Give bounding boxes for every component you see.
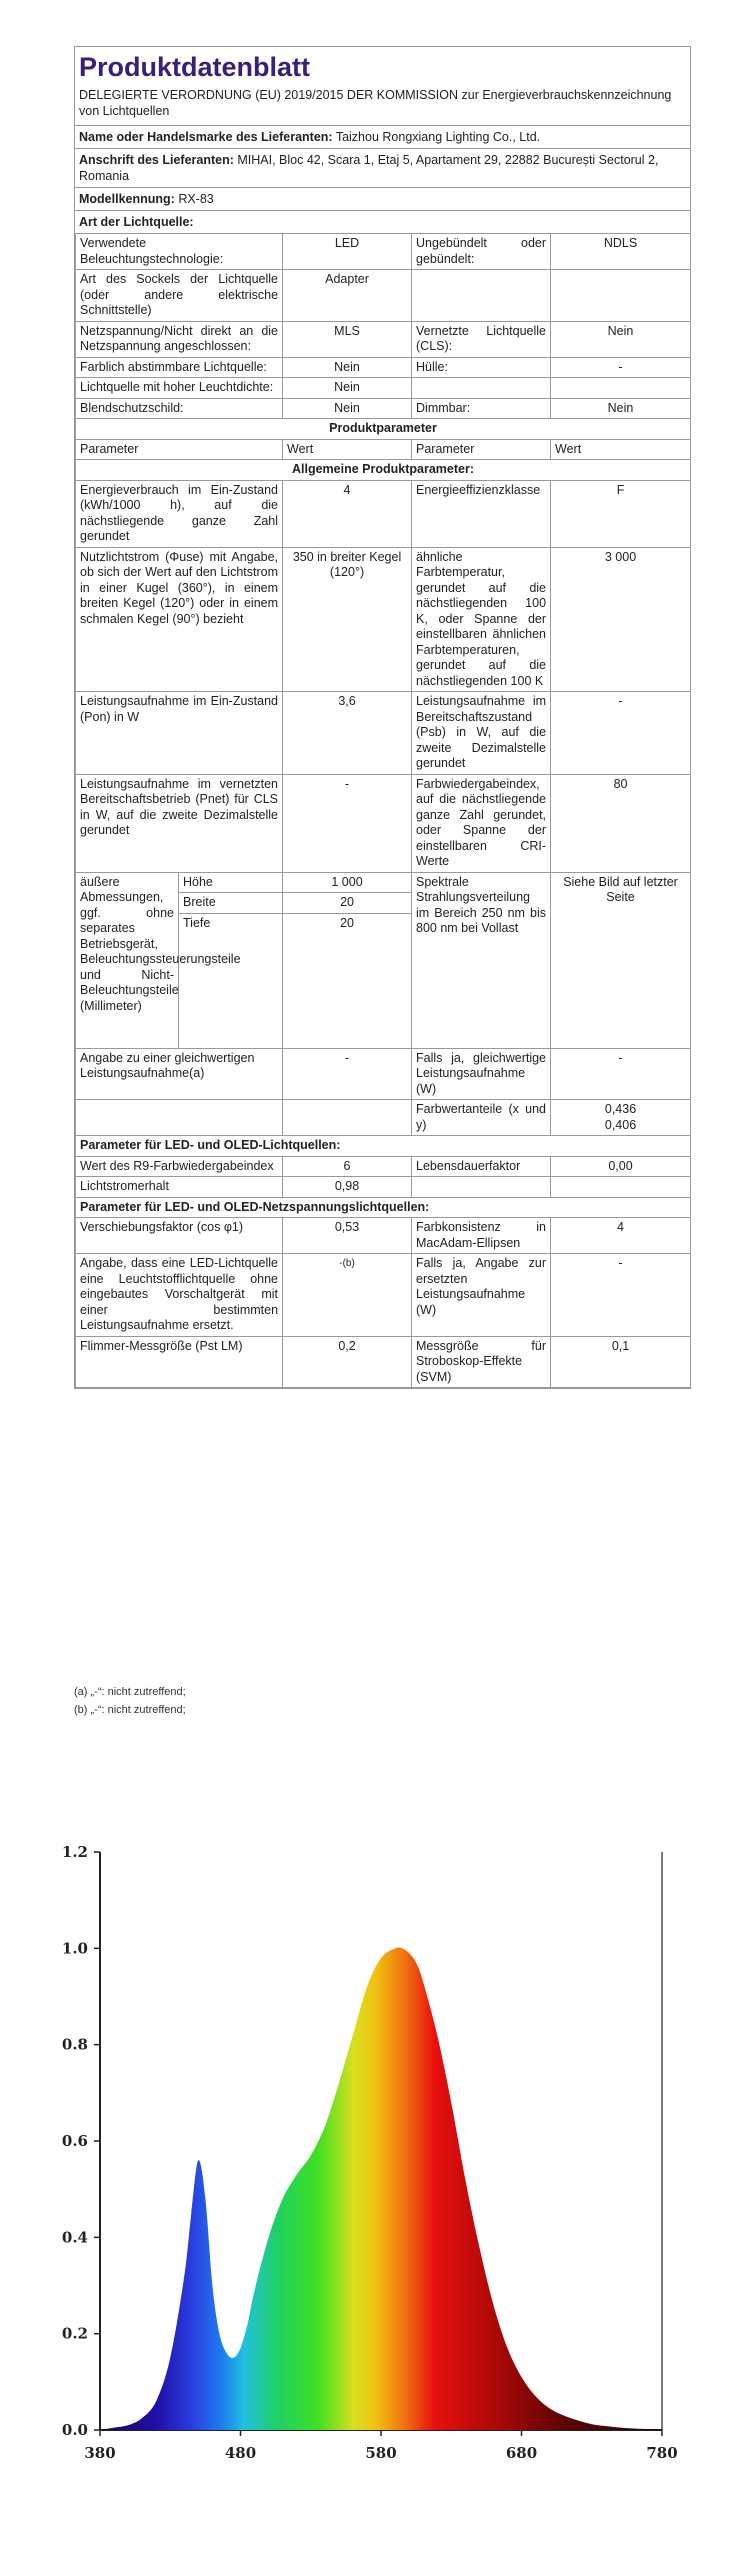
column-header: Wert xyxy=(283,439,412,460)
cell-label: Breite xyxy=(179,893,283,914)
cell-value: -(b) xyxy=(283,1254,412,1337)
cell-value: Siehe Bild auf letzter Seite xyxy=(551,872,691,1048)
section-heading: Parameter für LED- und OLED-Netzspannungslichtquellen: xyxy=(76,1197,691,1218)
x-tick-label: 780 xyxy=(646,2444,678,2462)
cell-empty xyxy=(551,1177,691,1198)
cell-label: Leistungsaufnahme im Ein-Zustand (Pon) in W xyxy=(76,692,283,775)
cell-label: Farbkonsistenz in MacAdam-Ellipsen xyxy=(412,1218,551,1254)
cell-label: Tiefe xyxy=(179,913,283,1048)
model-label: Modellkennung: xyxy=(79,192,175,206)
cell-value: MLS xyxy=(283,321,412,357)
cell-label: Lebensdauerfaktor xyxy=(412,1156,551,1177)
cell-label: Netzspannung/Nicht direkt an die Netzspannung angeschlossen: xyxy=(76,321,283,357)
spectrum-area xyxy=(100,1947,662,2430)
table-row xyxy=(76,398,691,419)
column-header: Parameter xyxy=(76,439,283,460)
supplier-value: Taizhou Rongxiang Lighting Co., Ltd. xyxy=(335,130,541,144)
cell-label: Farbwiedergabeindex, auf die nächstliegende ganze Zahl gerundet, oder Spanne der einstellbaren CRI-Werte xyxy=(412,774,551,872)
cell-label: Leistungsaufnahme im Bereitschaftszustand (Psb) in W, auf die zweite Dezimalstelle gerundet xyxy=(412,692,551,775)
cell-value: - xyxy=(283,1048,412,1100)
type-label: Art der Lichtquelle: xyxy=(79,215,194,229)
table-row xyxy=(76,234,691,270)
cell-value: F xyxy=(551,480,691,547)
table-row xyxy=(76,1136,691,1157)
page-title: Produktdatenblatt xyxy=(79,52,311,82)
type-row xyxy=(75,210,690,233)
model-row xyxy=(75,187,690,210)
cell-value: 0,98 xyxy=(283,1177,412,1198)
cell-value: - xyxy=(551,1254,691,1337)
cell-value: Nein xyxy=(283,357,412,378)
cell-empty xyxy=(412,378,551,399)
cell-value: 20 xyxy=(283,893,412,914)
cell-empty xyxy=(551,378,691,399)
cell-empty xyxy=(551,270,691,322)
cell-label: Vernetzte Lichtquelle (CLS): xyxy=(412,321,551,357)
table-row xyxy=(76,1218,691,1254)
cell-label: Angabe, dass eine LED-Lichtquelle eine Leuchtstofflichtquelle ohne eingebautes Vorschaltgerät mit einer bestimmten Leistungsaufnahme ersetzt. xyxy=(76,1254,283,1337)
y-tick-label: 0.2 xyxy=(61,2324,88,2343)
table-row xyxy=(76,547,691,692)
cell-label: Spektrale Strahlungsverteilung im Bereich 250 nm bis 800 nm bei Vollast xyxy=(412,872,551,1048)
cell-value: - xyxy=(283,774,412,872)
cell-value: 0,2 xyxy=(283,1336,412,1388)
cell-value: 0,00 xyxy=(551,1156,691,1177)
cell-label: ähnliche Farbtemperatur, gerundet auf die nächstliegenden 100 K, oder Spanne der einstellbaren ähnlichen Farbtemperaturen, gerundet auf die nächstliegenden 100 K xyxy=(412,547,551,692)
cell-value: 1 000 xyxy=(283,872,412,893)
table-row xyxy=(76,480,691,547)
section-heading: Parameter für LED- und OLED-Lichtquellen: xyxy=(76,1136,691,1157)
cell-value: Nein xyxy=(283,378,412,399)
cell-label: Energieeffizienzklasse xyxy=(412,480,551,547)
chromaticity-x: 0,436 xyxy=(604,1102,637,1116)
cell-label: Ungebündelt oder gebündelt: xyxy=(412,234,551,270)
cell-value: 3 000 xyxy=(551,547,691,692)
table-row xyxy=(76,692,691,775)
column-header: Wert xyxy=(551,439,691,460)
cell-value: Nein xyxy=(551,398,691,419)
y-tick-label: 0.8 xyxy=(61,2035,88,2054)
cell-value: Nein xyxy=(283,398,412,419)
cell-label: Leistungsaufnahme im vernetzten Bereitschaftsbetrieb (Pnet) für CLS in W, auf die zweite Dezimalstelle gerundet xyxy=(76,774,283,872)
address-value: MIHAI, Bloc 42, Scara 1, Etaj 5, Apartament 29, 22882 București Sectorul 2, Romania xyxy=(79,153,659,183)
x-tick-label: 480 xyxy=(224,2444,257,2462)
cell-value: 350 in breiter Kegel (120°) xyxy=(283,547,412,692)
table-row xyxy=(76,1197,691,1218)
cell-label: Flimmer-Messgröße (Pst LM) xyxy=(76,1336,283,1388)
table-row xyxy=(76,357,691,378)
y-tick-label: 1.2 xyxy=(61,1843,88,1861)
cell-empty xyxy=(283,1100,412,1136)
table-row xyxy=(76,1336,691,1388)
table-row xyxy=(76,419,691,440)
cell-label: Verwendete Beleuchtungstechnologie: xyxy=(76,234,283,270)
chromaticity-y: 0,406 xyxy=(604,1117,637,1132)
x-tick-label: 680 xyxy=(505,2444,538,2462)
table-row xyxy=(76,872,691,893)
cell-label: Nutzlichtstrom (Φuse) mit Angabe, ob sich der Wert auf den Lichtstrom in einer Kugel (360°), in einem breiten Kegel (120°) oder in einem schmalen Kegel (90°) bezieht xyxy=(76,547,283,692)
table-row xyxy=(76,1100,691,1136)
section-heading: Produktparameter xyxy=(76,419,691,440)
cell-label: Farbwertanteile (x und y) xyxy=(412,1100,551,1136)
cell-label: Wert des R9-Farbwiedergabeindex xyxy=(76,1156,283,1177)
cell-label: Verschiebungsfaktor (cos φ1) xyxy=(76,1218,283,1254)
x-tick-label: 380 xyxy=(84,2444,116,2462)
table-row xyxy=(76,270,691,322)
section-heading: Allgemeine Produktparameter: xyxy=(76,460,691,481)
cell-label: Angabe zu einer gleichwertigen Leistungsaufnahme(a) xyxy=(76,1048,283,1100)
y-tick-label: 0.6 xyxy=(61,2132,88,2150)
x-tick-label: 580 xyxy=(365,2444,397,2462)
table-row xyxy=(76,774,691,872)
cell-value: - xyxy=(551,357,691,378)
cell-label: Lichtquelle mit hoher Leuchtdichte: xyxy=(76,378,283,399)
table-row xyxy=(76,439,691,460)
cell-label: Hülle: xyxy=(412,357,551,378)
address-label: Anschrift des Lieferanten: xyxy=(79,153,234,167)
cell-value: 80 xyxy=(551,774,691,872)
footnotes xyxy=(74,1683,186,1719)
footnote-a: (a) „-“: nicht zutreffend; xyxy=(74,1686,186,1698)
table-row xyxy=(76,378,691,399)
column-header: Parameter xyxy=(412,439,551,460)
cell-label: Höhe xyxy=(179,872,283,893)
cell-empty xyxy=(76,1100,283,1136)
cell-label: Farblich abstimmbare Lichtquelle: xyxy=(76,357,283,378)
cell-value: 6 xyxy=(283,1156,412,1177)
spectrum-chart xyxy=(0,1830,755,2490)
cell-value: 20 xyxy=(283,913,412,1048)
cell-value: 0,1 xyxy=(551,1336,691,1388)
table-row xyxy=(76,1177,691,1198)
cell-value: 3,6 xyxy=(283,692,412,775)
cell-value xyxy=(551,1100,691,1136)
supplier-row xyxy=(75,125,690,148)
cell-label: Dimmbar: xyxy=(412,398,551,419)
table-row xyxy=(76,1048,691,1100)
address-row xyxy=(75,148,690,187)
product-datasheet xyxy=(74,46,691,1389)
cell-label: Messgröße für Stroboskop-Effekte (SVM) xyxy=(412,1336,551,1388)
cell-value: NDLS xyxy=(551,234,691,270)
cell-label: Falls ja, gleichwertige Leistungsaufnahme (W) xyxy=(412,1048,551,1100)
y-tick-label: 1.0 xyxy=(61,1939,88,1958)
table-row xyxy=(76,460,691,481)
cell-label: äußere Abmessungen, ggf. ohne separates Betriebsgerät, Beleuchtungssteuerungsteile und Nicht-Beleuchtungsteile (Millimeter) xyxy=(76,872,179,1048)
cell-value: LED xyxy=(283,234,412,270)
table-row xyxy=(76,321,691,357)
model-value: RX-83 xyxy=(178,192,214,206)
spec-table xyxy=(75,233,691,1388)
cell-value: - xyxy=(551,1048,691,1100)
table-row xyxy=(76,1254,691,1337)
y-tick-label: 0.4 xyxy=(61,2228,88,2247)
cell-value: 4 xyxy=(283,480,412,547)
cell-empty xyxy=(412,1177,551,1198)
cell-value: 4 xyxy=(551,1218,691,1254)
cell-label: Energieverbrauch im Ein-Zustand (kWh/1000 h), auf die nächstliegende ganze Zahl gerundet xyxy=(76,480,283,547)
cell-value: - xyxy=(551,692,691,775)
cell-label: Art des Sockels der Lichtquelle (oder andere elektrische Schnittstelle) xyxy=(76,270,283,322)
supplier-label: Name oder Handelsmarke des Lieferanten: xyxy=(79,130,333,144)
table-row xyxy=(76,1156,691,1177)
cell-empty xyxy=(412,270,551,322)
cell-value: Nein xyxy=(551,321,691,357)
y-tick-label: 0.0 xyxy=(61,2421,88,2439)
cell-value: Adapter xyxy=(283,270,412,322)
cell-value: 0,53 xyxy=(283,1218,412,1254)
cell-label: Falls ja, Angabe zur ersetzten Leistungsaufnahme (W) xyxy=(412,1254,551,1337)
cell-label: Lichtstromerhalt xyxy=(76,1177,283,1198)
regulation-text: DELEGIERTE VERORDNUNG (EU) 2019/2015 DER KOMMISSION zur Energieverbrauchskennzeichnung von Lichtquellen xyxy=(79,88,672,118)
cell-label: Blendschutzschild: xyxy=(76,398,283,419)
footnote-b: (b) „-“: nicht zutreffend; xyxy=(74,1704,186,1716)
